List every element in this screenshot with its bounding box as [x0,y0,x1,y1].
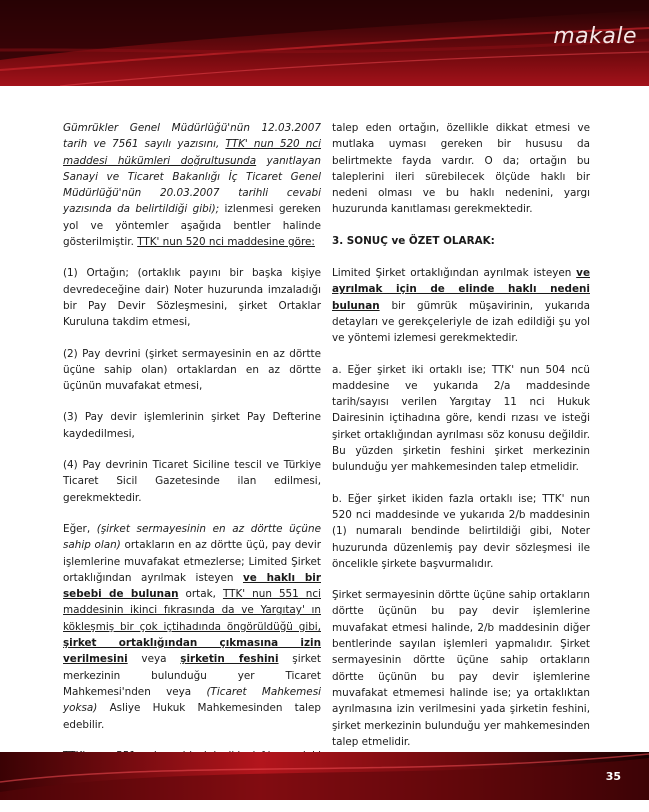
case-a-paragraph: a. Eğer şirket iki ortaklı ise; TTK' nun 504 ncü maddesine ve yukarıda 2/a maddesinde tarih/sayısı verilen Yargıtay 11 nci Hukuk Dairesinin içtihadına göre, kendi rızası ve isteği şirket ortaklığından ayrılması söz konusu değildir. Bu yüzden şirketin feshini şirket merkezinin bulunduğu yer mahkemesinden talep etmelidir. [332,363,590,474]
section-title: makale [553,24,637,49]
right-column [332,120,590,796]
footer-banner [0,752,649,800]
list-item-4: (4) Pay devrinin Ticaret Siciline tescil ve Türkiye Ticaret Sicil Gazetesinde ilan edilmesi, gerekmektedir. [63,459,321,504]
dissent-paragraph: Eğer, (şirket sermayesinin en az dörtte üçüne sahip olan) ortakların en az dörtte üçü, pay devir işlemlerine muvafakat etmezlerse; Limited Şirket ortaklığından ayrılmak isteyen ve haklı bir sebebi de bulunan ortak, TTK' nun 551 nci maddesinin ikinci fıkrasında da ve Yargıtay' ın kökleşmiş bir çok içtihadında öngörüldüğü gibi, şirket ortaklığından çıkmasına izin verilmesini veya şirketin feshini şirket merkezinin bulunduğu yer Ticaret Mahkemesi'nden veya (Ticaret Mahkemesi yoksa) Asliye Hukuk Mahkemesinden talep edebilir. [63,522,321,731]
page-number: 35 [605,770,621,783]
case-b-paragraph: b. Eğer şirket ikiden fazla ortaklı ise; TTK' nun 520 nci maddesinde ve yukarıda 2/b maddesinin (1) numaralı bendinde belirtildiği gibi, Noter huzurunda düzenlemiş pay devir sözleşmesi ile öncelikle şirkete başvurmalıdır. [332,492,590,570]
left-column [63,120,321,812]
header-banner [0,0,649,86]
conclusion-heading: 3. SONUÇ ve ÖZET OLARAK: [332,234,495,247]
footer-swoosh-graphic [0,752,649,800]
list-item-3: (3) Pay devir işlemlerinin şirket Pay Defterine kaydedilmesi, [63,411,321,440]
intro-paragraph: Gümrükler Genel Müdürlüğü'nün 12.03.2007 tarih ve 7561 sayılı yazısını, TTK' nun 520 nci maddesi hükümleri doğrultusunda yanıtlayan Sanayi ve Ticaret Bakanlığı İç Ticaret Genel Müdürlüğü'nün 20.03.2007 tarihli cevabi yazısında da belirtildiği gibi); izlenmesi gereken yol ve yöntemler aşağıda bentler halinde gösterilmiştir. TTK' nun 520 nci maddesine göre: [63,122,321,249]
continuation-paragraph: talep eden ortağın, özellikle dikkat etmesi ve mutlaka uyması gereken bir hususu da belirtmekte fayda vardır. O da; ortağın bu taleplerini ileri sürebilecek ölçüde haklı bir nedeni olması ve bu haklı nedenini, yargı huzurunda kanıtlaması gerekmektedir. [332,122,590,216]
header-swoosh-graphic [0,0,649,86]
consent-paragraph: Şirket sermayesinin dörtte üçüne sahip ortakların dörtte üçünün bu pay devir işlemlerine muvafakat etmesi halinde, 2/b maddesinin diğer bentlerinde sayılan işlemleri yapmalıdır. Şirket sermayesinin dörtte üçüne sahip ortakların dörtte üçünün bu pay devir işlemlerine muvafakat etmemesi halinde ise; ya ortaklıktan ayrılmasına izin verilmesini yada şirketin feshini, şirket merkezinin bulunduğu yer mahkemesinden talep etmelidir. [332,589,590,748]
conclusion-paragraph: Limited Şirket ortaklığından ayrılmak isteyen ve ayrılmak için de elinde haklı nedeni bulunan bir gümrük müşavirinin, yukarıda detayları ve gerekçeleriyle de izah edildiği şu yol ve yöntemi izlemesi gerekmektedir. [332,267,590,345]
list-item-1: (1) Ortağın; (ortaklık payını bir başka kişiye devredeceğine dair) Noter huzurunda imzaladığı bir Pay Devir Sözleşmesini, şirket Ortaklar Kuruluna takdim etmesi, [63,267,321,329]
list-item-2: (2) Pay devrini (şirket sermayesinin en az dörtte üçüne sahip olan) ortaklardan en az dörtte üçünün muvafakat etmesi, [63,347,321,393]
